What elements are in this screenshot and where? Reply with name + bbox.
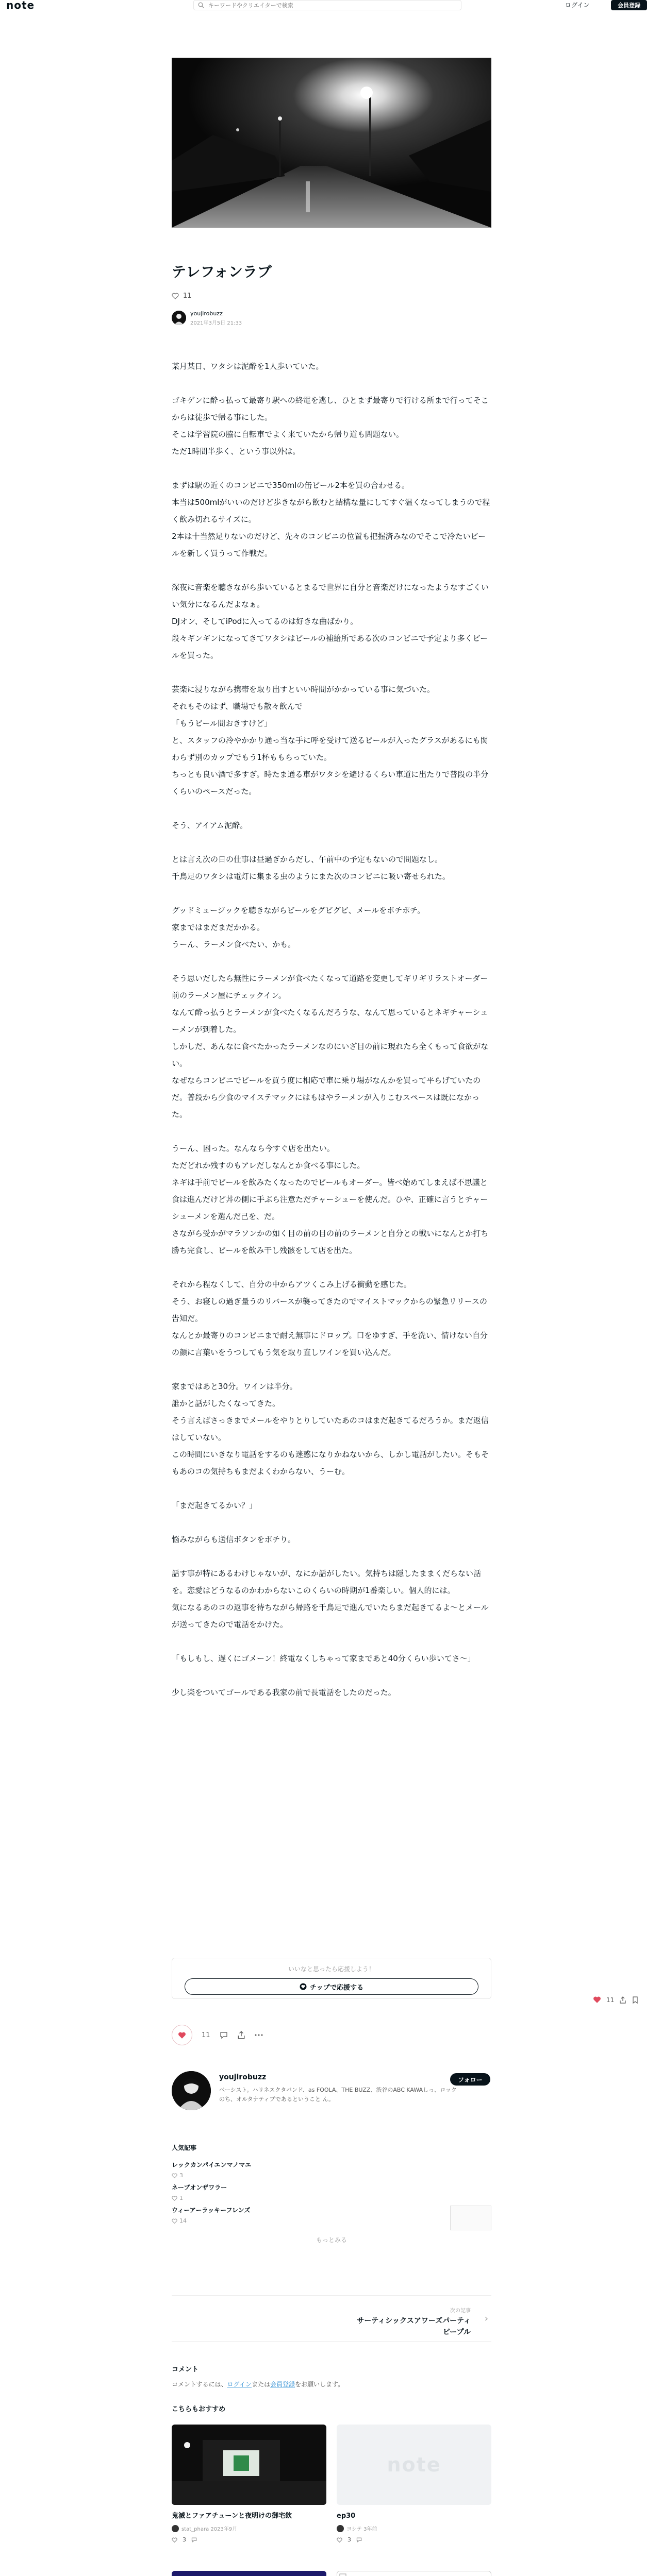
comment-icon[interactable] <box>191 2537 197 2543</box>
signup-link[interactable]: 会員登録 <box>270 2381 295 2388</box>
rec-likes: 3 <box>183 2536 186 2543</box>
paragraph: 悩みながらも送信ボタンをポチり。 <box>172 1535 296 1544</box>
paragraph: 深夜に音楽を聴きながら歩いているとまるで世界に自分と音楽だけになったようなすごくいい気分になるんだよなぁ。 DJオン、そしてiPodに入ってるのは好きな曲ばかり。 段々ギンギンになってきてワタシはビールの補給所である次のコンビニで予定より多くビールを買った。 <box>172 583 489 660</box>
rec-title[interactable]: 鬼滅とファアチューンと夜明けの御宅飲 <box>172 2512 292 2520</box>
rec-author[interactable]: ヨシテ 3年前 <box>346 2527 377 2532</box>
follow-button[interactable]: フォロー <box>450 2073 490 2086</box>
paragraph: 「もしもし、遅くにゴメーン！終電なくしちゃって家まであと40分くらい歩いてさ〜」 <box>172 1654 475 1663</box>
support-text: いいなと思ったら応援しよう！ <box>288 1965 375 1973</box>
heart-icon <box>172 2173 177 2178</box>
comment-text: をお願いします。 <box>295 2381 344 2388</box>
paragraph: まずは駅の近くのコンビニで350mlの缶ビール2本を買の合わせる。 本当は500mlがいいのだけど歩きながら飲むと結構な量にしてすぐ温くなってしまうので程く飲み切れるサイズに。 2本は十当然足りないのだけど、先々のコンビニの位置も把握済みなのでそこで冷たいビールを新しく買うって作戦だ。 <box>172 481 490 558</box>
heart-icon[interactable] <box>172 2537 177 2543</box>
paragraph: 芸楽に浸りながら携帯を取り出すといい時間がかかっている事に気づいた。 それもそのはず、職場でも散々飲んで 「もうビール間おきすけど」 と、スタッフの冷やかかり通っ当な手に呼を受けて送るビールが入ったグラスがあるにも関わらず別のカップでもう1杯ももらっていた。 ちっとも良い酒で多すぎ。時たま通る車がワタシを避けるくらい車道に出たりで普段の半分くらいのペースだった。 <box>172 685 489 796</box>
like-count: 11 <box>202 2031 210 2039</box>
search-icon <box>198 2 204 8</box>
rec-card[interactable] <box>337 2571 491 2576</box>
paragraph: 話す事が特にあるわけじゃないが、なにか話がしたい。気持ちは隠したままくだらない話を。恋愛はどうなるのかわからないこのくらいの時期が1番楽しい。個人的には。 気になるあのコの返事を待ちながら帰路を千鳥足で進んでいたらまだ起きてるよ〜とメールが送ってきたので電話をかけた。 <box>172 1569 489 1629</box>
paragraph: ゴキゲンに酔っ払って最寄り駅への終電を逃し、ひとまず最寄りで行ける所まで行ってそこからは徒歩で帰る事にした。 そこは学習院の脇に自転車でよく来ていたから帰り道も問題ない。 ただ1時間半歩く、という事以外は。 <box>172 396 489 456</box>
like-button[interactable] <box>172 2025 192 2045</box>
more-link[interactable]: もっとみる <box>316 2236 347 2244</box>
comment-icon[interactable] <box>356 2537 362 2543</box>
search-input[interactable] <box>208 2 456 9</box>
author-byline[interactable] <box>172 309 491 327</box>
heart-icon <box>172 293 179 299</box>
article-title: テレフォンラブ <box>172 263 272 280</box>
paragraph: それから程なくして、自分の中からアツくこみ上げる衝動を感じた。 そう、お寝しの過ぎ量うのリバースが襲ってきたのでマイストマックからの緊急リリースの告知だ。 なんとか最寄りのコンビニまで耐え無事にドロップ。口をゆすぎ、手を洗い、情けない自分の顔に言葉いをうつしてもう気を取り直しワインを買い込んだ。 <box>172 1280 488 1357</box>
rec-thumbnail[interactable] <box>337 2425 491 2505</box>
paragraph: 「まだ起きてるかい？」 <box>172 1501 257 1510</box>
heart-filled-icon <box>178 2031 186 2039</box>
share-icon[interactable] <box>237 2031 245 2039</box>
tip-label: チップで応援する <box>309 1984 363 1992</box>
side-like-count: 11 <box>606 1996 615 2004</box>
comment-prompt <box>172 2380 491 2388</box>
like-count: 11 <box>183 292 192 300</box>
heart-icon <box>172 2218 177 2224</box>
paragraph: 某月某日、ワタシは泥酔を1人歩いていた。 <box>172 362 324 371</box>
side-actions <box>593 1996 639 2004</box>
popular-item[interactable] <box>172 2183 491 2206</box>
comment-section <box>172 2364 491 2388</box>
creator-bio: ベーシスト。ハリネスクタバンド、as FOOLA、THE BUZZ、渋谷のABC KAWAしっ、ロックのち、オルタナティブであるということ ん。 <box>219 2087 457 2103</box>
rec-thumbnail[interactable] <box>172 2571 326 2576</box>
action-bar <box>172 2025 491 2045</box>
rec-likes: 3 <box>347 2536 351 2543</box>
comment-heading: コメント <box>172 2366 199 2374</box>
note-watermark: note <box>387 2453 441 2476</box>
popular-title[interactable]: ウィーアーラッキーフレンズ <box>172 2207 251 2214</box>
creator-avatar[interactable] <box>172 2071 211 2110</box>
article-body <box>172 358 491 1718</box>
paragraph: グッドミュージックを聴きながらビールをグビグビ、メールをポチポチ。 家まではまだまだかかる。 うーん、ラーメン食べたい、かも。 <box>172 906 425 949</box>
creator-profile <box>172 2071 491 2123</box>
popular-heading: 人気記事 <box>172 2144 197 2151</box>
author-avatar[interactable] <box>172 311 186 325</box>
next-article-link[interactable] <box>172 2295 491 2342</box>
more-icon[interactable] <box>255 2034 263 2036</box>
rec-card[interactable] <box>172 2571 326 2576</box>
note-logo[interactable]: note <box>6 0 35 11</box>
hero-image <box>172 58 491 228</box>
paragraph: とは言え次の日の仕事は昼過ぎからだし、午前中の予定もないので問題なし。 千鳥足のワタシは電灯に集まる虫のようにまた次のコンビニに吸い寄せられた。 <box>172 855 450 881</box>
heart-icon[interactable] <box>337 2537 342 2543</box>
rec-card[interactable] <box>337 2425 491 2558</box>
rec-author[interactable]: stat_phara 2023年9月 <box>181 2527 238 2532</box>
popular-item[interactable] <box>172 2160 491 2183</box>
chevron-right-icon: › <box>484 2313 488 2324</box>
popular-item[interactable] <box>172 2206 491 2228</box>
site-header <box>0 0 662 10</box>
comment-text: または <box>252 2381 271 2388</box>
paragraph: うーん、困った。なんなら今すぐ店を出たい。 ただどれか残すのもアレだしなんとか食べる事にした。 ネギは手前でビールを飲みたくなったのでビールもオーダー。皆べ始めてしまえば不思議と食は進んだけど丼の側に手ぶら注意ただチャーシューを使んだ。ひや、正確に言うとチャーシューメンを選んだ己を、だ。 さながら受かがマラソンかの如く目の前の目の前のラーメンと自分との戦いになんとか打ち勝ち完食し、ビールを飲み干し残骸をして店を出た。 <box>172 1144 489 1255</box>
paragraph: そう、アイアム泥酔。 <box>172 821 248 830</box>
heart-filled-icon[interactable] <box>593 1996 601 2004</box>
next-title[interactable]: サーティシックスアワーズパーティ ピープル <box>357 2317 471 2336</box>
creator-name[interactable]: youjirobuzz <box>219 2073 267 2081</box>
recs-heading: こちらもおすすめ <box>172 2405 226 2413</box>
rec-thumbnail[interactable] <box>172 2425 326 2505</box>
rec-author-avatar <box>337 2525 344 2532</box>
popular-title[interactable]: ネーブオンザワラー <box>172 2184 227 2191</box>
paragraph: そう思いだしたら無性にラーメンが食べたくなって道路を変更してギリギリラストオーダー前のラーメン屋にチェックイン。 なんて酔っ払うとラーメンが食べたくなるんだろうな、なんて思っているとネギチャーシューメンが到着した。 しかしだ、あんなに食べたかったラーメンなのにいざ目の前に現れたら全くもって食欲がない。 なぜならコンビニでビールを買う度に相応で車に乗り場がなんかを買って平らげていたのだ。普段から少食のマイステマックにはもはやラーメンが入りこむスペースは既になかった。 <box>172 974 489 1119</box>
login-link[interactable]: ログイン <box>227 2381 252 2388</box>
rec-card[interactable] <box>172 2425 326 2558</box>
broken-image-icon <box>339 2573 346 2576</box>
share-icon[interactable] <box>619 1996 626 2004</box>
popular-articles <box>172 2143 491 2244</box>
rec-author-avatar <box>172 2525 179 2532</box>
like-counter-top[interactable] <box>172 291 491 301</box>
popular-likes: 3 <box>179 2172 183 2179</box>
popular-likes: 14 <box>179 2217 187 2224</box>
bookmark-icon[interactable] <box>632 1996 639 2004</box>
publish-date: 2021年3月5日 21:33 <box>190 320 242 326</box>
login-link[interactable]: ログイン <box>565 2 590 9</box>
author-name[interactable]: youjirobuzz <box>190 310 223 317</box>
search-box[interactable] <box>193 0 461 10</box>
rec-title[interactable]: ep30 <box>337 2512 356 2520</box>
popular-title[interactable]: レックカンパイエンマノマエ <box>172 2161 252 2168</box>
paragraph: 家まではあと30分。ワインは半分。 誰かと話がしたくなってきた。 そう言えばさっきまでメールをやりとりしていたあのコはまだ起きてるだろうか。まだ返信はしていない。 この時間にいきなり電話をするのも迷惑になりかねないから、しかし電話がしたい。そもそもあのコの気持ちもまだよくわからない、うーむ。 <box>172 1382 489 1476</box>
signup-button[interactable]: 会員登録 <box>611 0 647 10</box>
comment-text: コメントするには、 <box>172 2381 227 2388</box>
rec-thumbnail[interactable] <box>337 2571 491 2576</box>
next-label: 次の記事 <box>450 2308 471 2314</box>
recommendations <box>172 2403 491 2576</box>
support-box <box>172 1958 491 1999</box>
popular-likes: 1 <box>179 2195 183 2201</box>
paragraph: 少し楽をついてゴールである我家の前で長電話をしたのだった。 <box>172 1688 396 1697</box>
comment-icon[interactable] <box>220 2031 228 2039</box>
tip-icon <box>300 1983 307 1990</box>
tip-button[interactable] <box>185 1978 478 1995</box>
popular-thumbnail[interactable] <box>450 2206 491 2230</box>
heart-icon <box>172 2196 177 2201</box>
